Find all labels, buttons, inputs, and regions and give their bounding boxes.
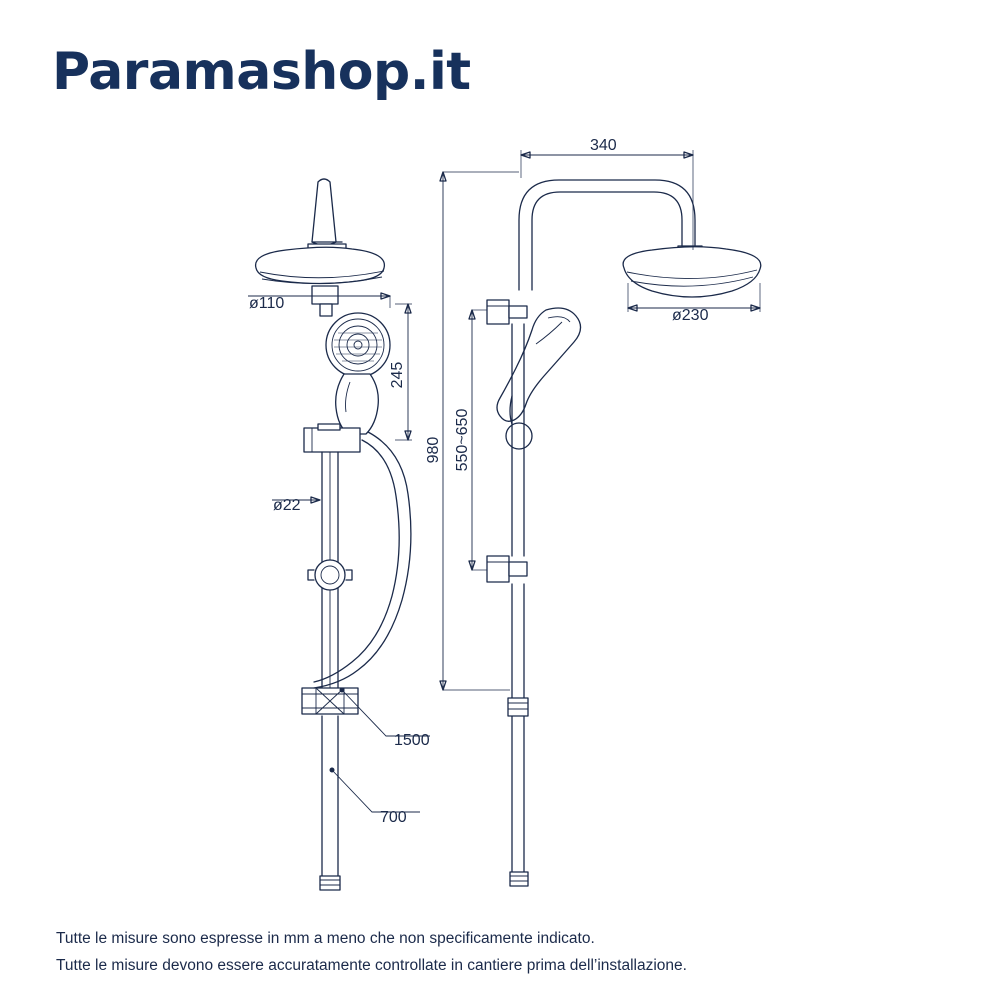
left-riser-pipe [322, 452, 338, 876]
right-slidebar-lower-bracket [487, 556, 527, 582]
dimension-label-340: 340 [590, 137, 617, 154]
note-line-1: Tutte le misure sono espresse in mm a meno che non specificamente indicato. [56, 930, 595, 947]
dimension-label-245: 245 [389, 361, 406, 389]
right-lower-connector [508, 698, 528, 716]
dimension-700 [330, 768, 421, 827]
dimension-label-1500: 1500 [394, 732, 430, 749]
dimension-550-650 [454, 310, 487, 570]
left-hand-shower-holder [304, 424, 360, 452]
right-hand-shower [497, 308, 581, 449]
left-pipe-bottom-end [320, 876, 340, 890]
dimension-label-dia-22: ø22 [273, 497, 301, 514]
right-view-shower-column [487, 180, 761, 886]
left-rain-arm [308, 179, 346, 256]
dimension-245 [389, 304, 412, 440]
note-line-2: Tutte le misure devono essere accuratamente controllate in cantiere prima dell’installazione. [56, 957, 687, 974]
dimension-label-dia-110: ø110 [249, 295, 285, 312]
left-diverter-block [302, 688, 358, 714]
dimension-label-dia-230: ø230 [672, 307, 709, 324]
dimension-label-550-650: 550~650 [454, 408, 471, 472]
left-rain-head [256, 247, 385, 283]
dimension-label-980: 980 [425, 436, 442, 464]
dimension-label-700: 700 [380, 809, 407, 826]
left-wall-bracket-ring [308, 560, 352, 590]
left-hand-shower-head [326, 313, 390, 434]
left-view-shower-column [256, 179, 411, 890]
left-head-bracket [312, 286, 338, 316]
dimension-dia-22 [272, 497, 320, 514]
right-rain-head [623, 247, 761, 297]
right-slidebar-upper-bracket [487, 300, 527, 324]
right-pipe-bottom-end [510, 872, 528, 886]
brand-title: Paramashop.it [52, 42, 471, 102]
